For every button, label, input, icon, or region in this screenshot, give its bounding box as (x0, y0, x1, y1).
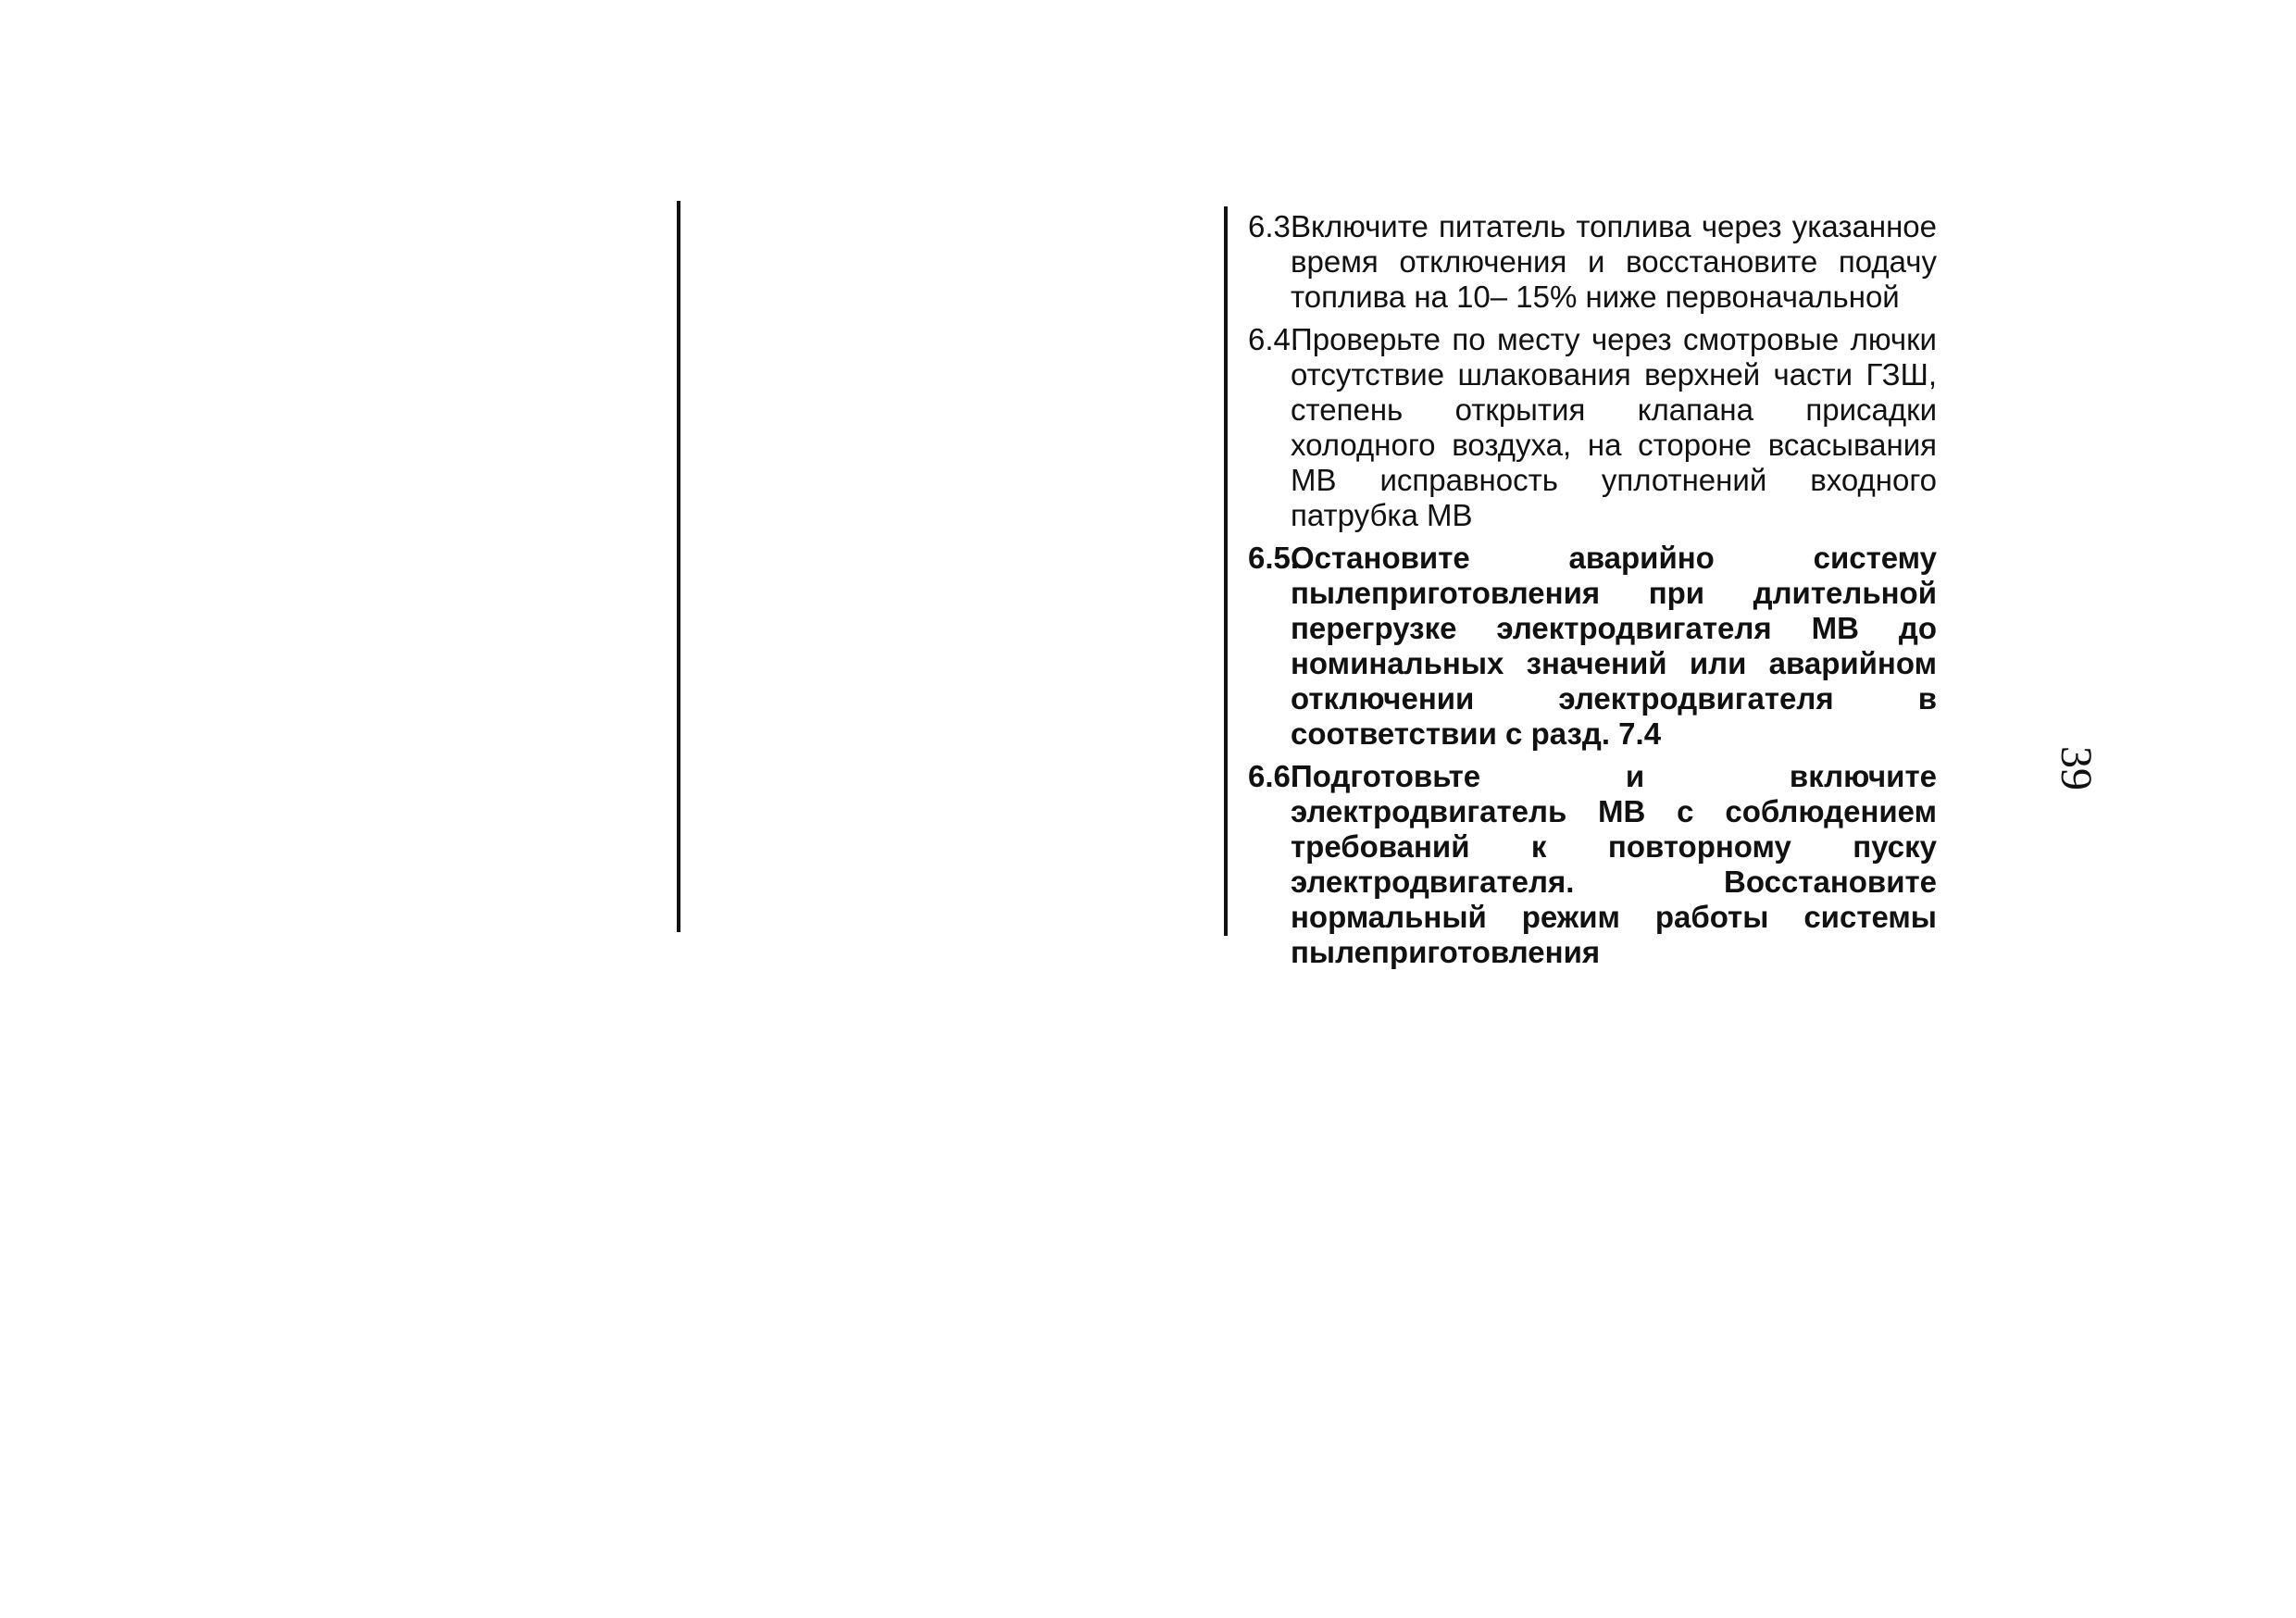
page-number: 39 (2052, 746, 2101, 790)
instruction-item-6-6 (1248, 759, 1937, 970)
instruction-number: 6.3. (1248, 209, 1300, 243)
instruction-item-6-3 (1248, 209, 1937, 315)
instruction-text: Остановите аварийно систему пылеприготовления при длительной перегрузке электродвигателя МВ до номинальных значений или аварийном отключении электродвигателя в соответствии с разд. 7.4 (1291, 541, 1937, 751)
instruction-item-6-5 (1248, 541, 1937, 752)
instruction-number: 6.4. (1248, 322, 1300, 356)
instruction-number: 6.6. (1248, 759, 1300, 793)
instruction-number: 6.5. (1248, 541, 1300, 575)
instruction-list (1248, 209, 1937, 977)
instruction-text: Проверьте по месту через смотровые лючки отсутствие шлакования верхней части ГЗШ, степень открытия клапана присадки холодного воздуха, на стороне всасывания МВ исправность уплотнений входного патрубка МВ (1291, 322, 1937, 532)
instruction-text: Включите питатель топлива через указанное время отключения и восстановите подачу топлива на 10– 15% ниже первоначальной (1291, 209, 1937, 314)
right-vertical-rule (1224, 206, 1228, 936)
instruction-item-6-4 (1248, 322, 1937, 533)
instruction-text: Подготовьте и включите электродвигатель МВ с соблюдением требований к повторному пуску электродвигателя. Восстановите нормальный режим работы системы пылеприготовления (1291, 759, 1937, 969)
left-vertical-rule (677, 201, 680, 932)
